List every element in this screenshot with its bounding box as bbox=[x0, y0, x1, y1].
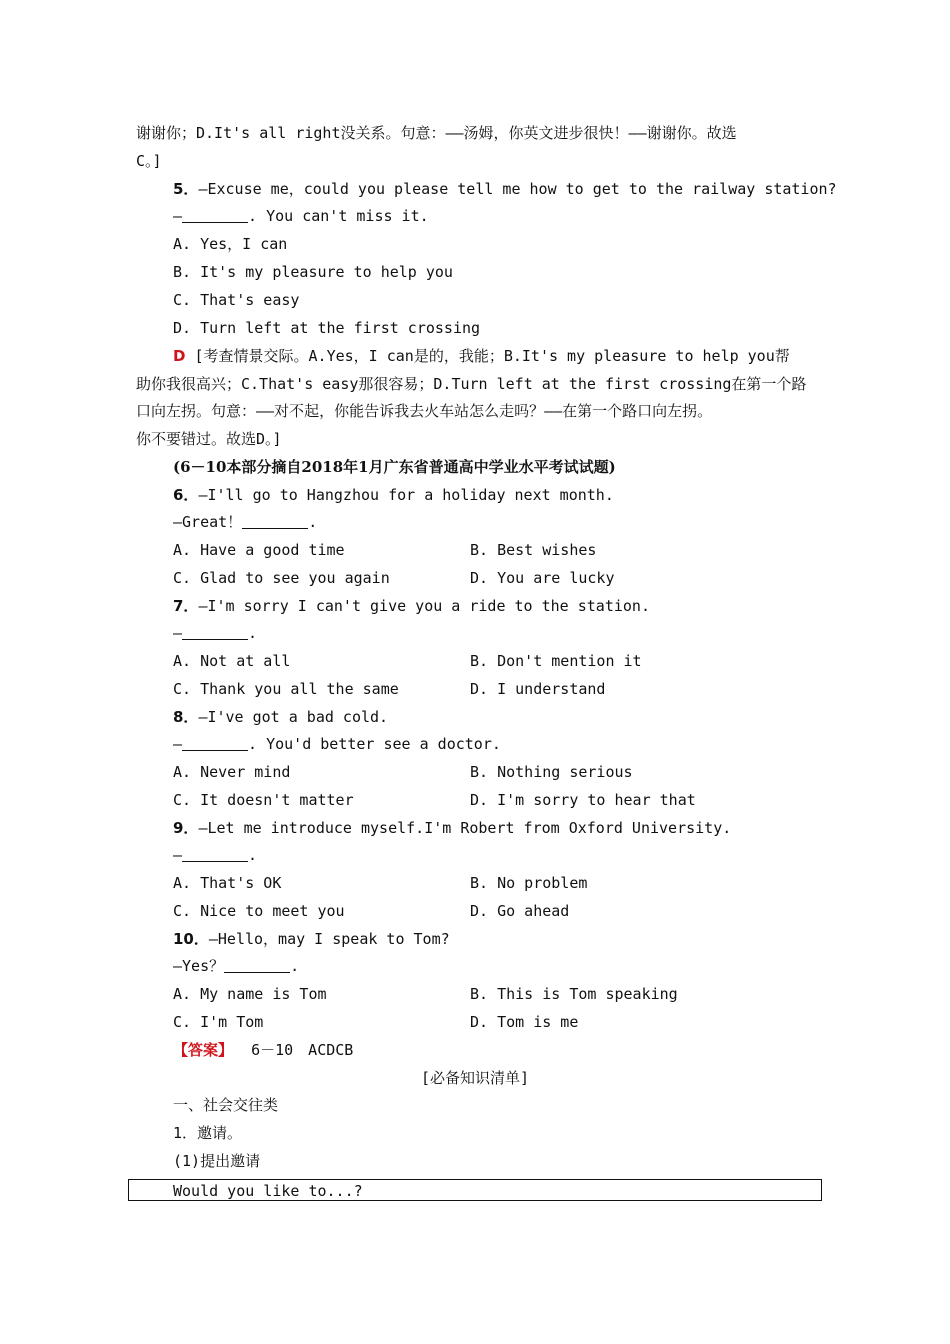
question-5 bbox=[173, 179, 837, 199]
explanation-text: [考查情景交际。A.Yes，I can是的，我能；B.It's my pleasure to help you帮 bbox=[194, 347, 790, 365]
explanation-line bbox=[173, 346, 790, 366]
answer-blank bbox=[182, 846, 248, 862]
question-number: 7． bbox=[173, 597, 199, 615]
option-a: A. That's OK bbox=[173, 874, 282, 892]
reply-line bbox=[173, 734, 501, 754]
item-heading: 1．邀请。 bbox=[173, 1124, 243, 1142]
sub-heading: (1)提出邀请 bbox=[173, 1152, 261, 1170]
question-7 bbox=[173, 596, 650, 616]
option-a: A. Never mind bbox=[173, 763, 291, 781]
option-c: C. I'm Tom bbox=[173, 1013, 264, 1031]
explanation-line: 口向左拐。句意：——对不起，你能告诉我去火车站怎么走吗？——在第一个路口向左拐。 bbox=[136, 402, 713, 420]
answer-blank bbox=[182, 207, 248, 223]
question-number: 9． bbox=[173, 819, 199, 837]
question-text: —Let me introduce myself.I'm Robert from Oxford University. bbox=[198, 819, 732, 837]
reply-suffix: . You can't miss it. bbox=[248, 207, 429, 225]
option-b: B. No problem bbox=[470, 874, 588, 892]
expression-table bbox=[128, 1179, 822, 1201]
explanation-line: 助你我很高兴；C.That's easy那很容易；D.Turn left at the first crossing在第一个路 bbox=[136, 375, 807, 393]
question-number: 8． bbox=[173, 708, 199, 726]
option-d: D. I'm sorry to hear that bbox=[470, 791, 696, 809]
reply-line bbox=[173, 845, 257, 865]
option-d: D. Tom is me bbox=[470, 1013, 579, 1031]
answer-blank bbox=[182, 624, 248, 640]
reply-prefix: —Great！ bbox=[173, 513, 243, 531]
option-a: A. Not at all bbox=[173, 652, 291, 670]
option-c: C. It doesn't matter bbox=[173, 791, 354, 809]
question-number: 5． bbox=[173, 180, 199, 198]
question-10 bbox=[173, 929, 450, 949]
option-a: A. Yes，I can bbox=[173, 235, 288, 253]
option-c: C. Thank you all the same bbox=[173, 680, 399, 698]
answer-key-label: 【答案】 bbox=[173, 1041, 234, 1059]
option-b: B. This is Tom speaking bbox=[470, 985, 678, 1003]
text-line: C。] bbox=[136, 152, 162, 170]
answer-blank bbox=[242, 513, 308, 529]
question-8 bbox=[173, 707, 388, 727]
question-text: —Excuse me，could you please tell me how to get to the railway station? bbox=[198, 180, 837, 198]
answer-key bbox=[173, 1040, 353, 1060]
question-9 bbox=[173, 818, 731, 838]
reply-prefix: — bbox=[173, 624, 183, 642]
reply-prefix: — bbox=[173, 735, 183, 753]
reply-suffix: . bbox=[248, 624, 258, 642]
reply-prefix: —Yes？ bbox=[173, 957, 225, 975]
reply-line bbox=[173, 512, 317, 532]
reply-prefix: — bbox=[173, 207, 183, 225]
reply-line bbox=[173, 206, 429, 226]
section-title: [必备知识清单] bbox=[420, 1069, 530, 1087]
text-line: 谢谢你；D.It's all right没关系。句意：——汤姆，你英文进步很快！——谢谢你。故选 bbox=[136, 124, 737, 142]
question-text: —I've got a bad cold. bbox=[198, 708, 389, 726]
option-c: C. Glad to see you again bbox=[173, 569, 390, 587]
option-d: D. You are lucky bbox=[470, 569, 615, 587]
option-a: A. My name is Tom bbox=[173, 985, 327, 1003]
option-b: B. Don't mention it bbox=[470, 652, 642, 670]
option-b: B. Nothing serious bbox=[470, 763, 633, 781]
reply-suffix: . bbox=[308, 513, 318, 531]
option-d: D. Go ahead bbox=[470, 902, 570, 920]
question-text: —I'll go to Hangzhou for a holiday next month. bbox=[198, 486, 614, 504]
reply-suffix: . bbox=[290, 957, 300, 975]
reply-prefix: — bbox=[173, 846, 183, 864]
explanation-line: 你不要错过。故选D。] bbox=[136, 430, 282, 448]
answer-letter: D bbox=[173, 347, 186, 365]
option-b: B. It's my pleasure to help you bbox=[173, 263, 453, 281]
answer-blank bbox=[182, 735, 248, 751]
category-heading: 一、社会交往类 bbox=[173, 1096, 279, 1114]
expression-cell: Would you like to...? bbox=[173, 1182, 363, 1200]
answer-blank bbox=[224, 957, 290, 973]
reply-suffix: . bbox=[248, 846, 258, 864]
answer-key-value: 6－10 ACDCB bbox=[251, 1041, 354, 1059]
question-number: 6． bbox=[173, 486, 199, 504]
reply-line bbox=[173, 623, 257, 643]
option-c: C. Nice to meet you bbox=[173, 902, 345, 920]
option-a: A. Have a good time bbox=[173, 541, 345, 559]
option-b: B. Best wishes bbox=[470, 541, 597, 559]
question-text: —Hello，may I speak to Tom? bbox=[208, 930, 450, 948]
option-c: C. That's easy bbox=[173, 291, 300, 309]
question-text: —I'm sorry I can't give you a ride to the station. bbox=[198, 597, 650, 615]
option-d: D. I understand bbox=[470, 680, 606, 698]
question-6 bbox=[173, 485, 614, 505]
reply-line bbox=[173, 956, 299, 976]
option-d: D. Turn left at the first crossing bbox=[173, 319, 481, 337]
section-note: (6－10本部分摘自2018年1月广东省普通高中学业水平考试试题) bbox=[173, 458, 616, 476]
reply-suffix: . You'd better see a doctor. bbox=[248, 735, 501, 753]
question-number: 10． bbox=[173, 930, 209, 948]
